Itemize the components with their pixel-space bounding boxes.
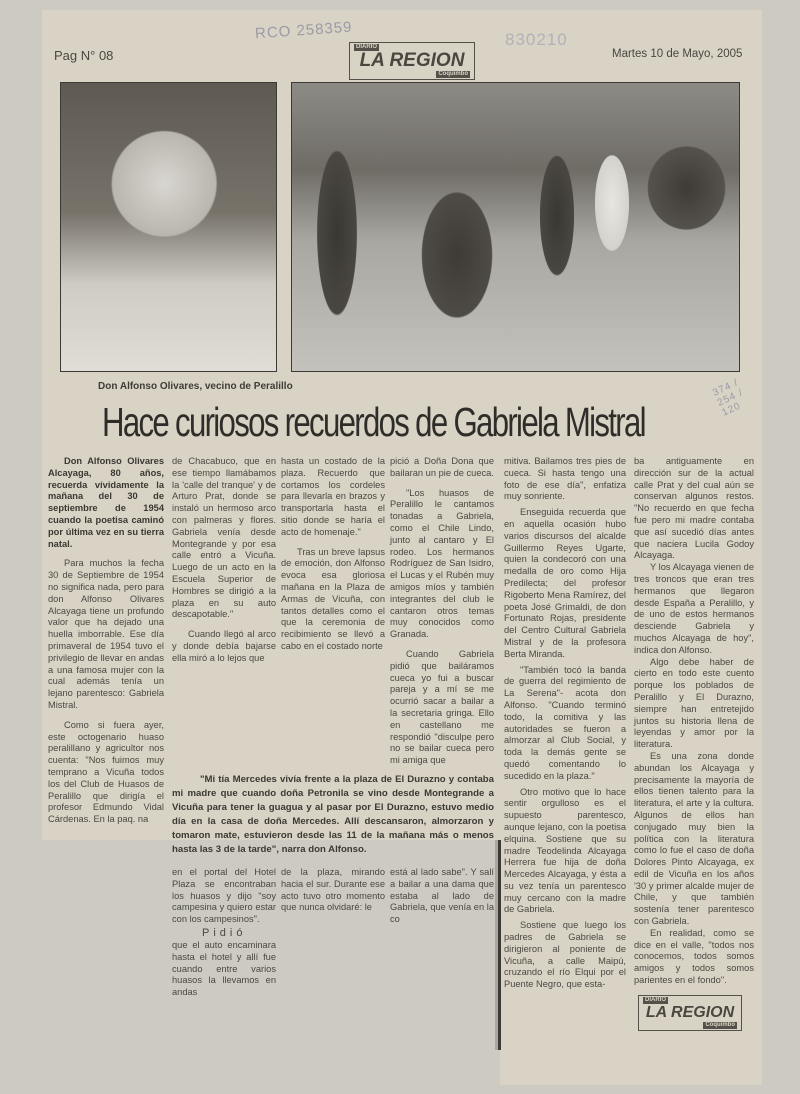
paragraph: Es una zona donde abundan los Alcayaga y precisamente la mayoría de ellos tienen talento para la literatura, el arte y la cultura. Algunos de ellos han conjugado muy bien la política con la literatura como lo fue el caso de doña Dolores Pinto Alcayaga, ex edil de Vicuña en los años '30 y primer alcalde mujer de Chile, y que también sostenía tener parentesco con Gabriela. — [634, 750, 754, 927]
column-3 — [281, 456, 385, 653]
paragraph: que el auto encaminara hasta el hotel y allí fue cuando entre varios huasos la llevamos en andas — [172, 939, 276, 998]
newspaper-logo — [349, 42, 475, 80]
page-number: Pag N° 08 — [54, 48, 114, 63]
paragraph: Algo debe haber de cierto en todo este cuento porque los poblados de Peralillo y El Durazno, siempre han entretejido juntos su historia llena de leyendas y amor por la literatura. — [634, 656, 754, 750]
dancer-figure — [527, 128, 587, 303]
column-5 — [504, 456, 626, 991]
footer-logo — [638, 995, 742, 1031]
paragraph: Pidió — [202, 926, 247, 939]
paragraph: de Chacabuco, que en ese tiempo llamábamos la 'calle del tranque' y de Arturo Prat, donde se instaló un hermoso arco con palmeras y flores. Gabriela venía desde Montegrande y por esa calle entró a Vicuña. Luego de un acto en la Escuela Superior de Hombres se dirigió a la plaza en su auto descapotable." — [172, 456, 276, 620]
column-2-continued — [172, 867, 276, 999]
dancer-figure — [402, 123, 512, 343]
column-2 — [172, 456, 276, 665]
logo-text: LA REGION — [359, 50, 465, 71]
paragraph: en el portal del Hotel Plaza se encontraban los huasos y dijo "soy campesina y quiero estar con los campesinos". — [172, 866, 276, 925]
logo-bottom: Coquimbo — [705, 1021, 735, 1028]
middle-bottom-row — [172, 867, 494, 999]
logo-top: DIARIO — [356, 44, 377, 50]
lead-paragraph: Don Alfonso Olivares Alcayaga, 80 años, recuerda vívidamente la mañana del 30 de septiembre de 1954 cuando la poetisa caminó por última vez en su tierra natal. — [48, 456, 164, 549]
headline: Hace curiosos recuerdos de Gabriela Mistral — [102, 399, 645, 445]
middle-columns — [172, 456, 494, 999]
article-body — [48, 456, 760, 1031]
logo-top: DIARIO — [645, 996, 666, 1003]
column-4-continued: está al lado sabe". Y salí a bailar a una dama que estaba al lado de Gabriela, que venía en la co — [390, 866, 494, 925]
middle-top-row — [172, 456, 494, 767]
logo-text: LA REGION — [645, 1003, 735, 1021]
photo-caption: Don Alfonso Olivares, vecino de Peralillo — [98, 381, 293, 392]
paragraph: mitiva. Bailamos tres pies de cueca. Si hasta tengo una foto de ese día", enfatiza muy sonriente. — [504, 456, 626, 502]
paragraph: Sostiene que luego los padres de Gabriela se dirigieron al poniente de Vicuña, a calle Maipú, cruzando el río Elqui por el Puente Negro, que esta- — [504, 920, 626, 990]
dancer-figure — [302, 113, 372, 353]
logo-bottom: Coquimbo — [438, 71, 468, 77]
crowd — [632, 123, 740, 253]
handwritten-note: 374 / 254 / 120 — [711, 377, 746, 419]
column-6 — [634, 456, 754, 1031]
paragraph: Otro motivo que lo hace sentir orgulloso es el supuesto parentesco, aunque lejano, con la poetisa elquina. Sostiene que su madre Teodelinda Alcayaga Herrera fue hija de doña Mercedes Alcayaga, y ésta a su vez tenía un parentesco muy cercano con la madre de Gabriela. — [504, 786, 626, 915]
paragraph: "También tocó la banda de guerra del regimiento de La Serena"- acota don Alfonso. "Cuando terminó todo, la comitiva y las autoridades se fueron a almorzar al Club Social, y toda la demás gente se quedó comentando lo sucedido en la plaza." — [504, 664, 626, 781]
paragraph: Para muchos la fecha 30 de Septiembre de 1954 no significa nada, pero para don Alfonso Olivares Alcayaga tiene un profundo valor que ha dejado una huella imborrable. Ese día primaveral de 1954 tuvo el privilegio de llevar en andas a una famosa mujer con la cual además tenía un lejano parentesco: Gabriela Mistral. — [48, 558, 164, 710]
paragraph: Enseguida recuerda que en aquella ocasión hubo varios discursos del alcalde Guillermo Reyes Ugarte, quien la condecoró con una medalla de oro como Hija Predilecta; del profesor Rigoberto Mena Ramírez, del poeta José Grimaldi, de don Fortunato Rojas, presidente del Centro Cultural Gabriela Mistral y de la profesora Berta Miranda. — [504, 507, 626, 659]
dance-photo — [291, 82, 740, 372]
paragraph: pició a Doña Dona que bailaran un pie de cueca. — [390, 456, 494, 478]
paragraph: Como si fuera ayer, este octogenario huaso peralillano y agricultor nos cuenta: "Nos fuimos muy temprano a Vicuña todos los del Club de Huasos de Peralillo que dirigía el profesor Edmundo Vidal Cárdenas. En la paq. na — [48, 719, 164, 825]
portrait-photo — [60, 82, 277, 372]
paragraph: "Los huasos de Peralillo le cantamos tonadas a Gabriela, como el Chile Lindo, junto al cantaro y El rodeo. Los hermanos Rodríguez de San Isidro, el Lucas y el Rubén muy amigos míos y también integrantes del club le cantaron otros temas muy conocidos como Granada. — [390, 487, 494, 640]
column-3-continued: de la plaza, mirando hacia el sur. Durante ese acto tuvo otro momento que nunca olvidaré: le — [281, 866, 385, 913]
handwritten-reference: RCO 258359 — [254, 18, 354, 43]
handwritten-number: 830210 — [505, 30, 568, 49]
paragraph: ba antiguamente en dirección sur de la actual calle Prat y del cual aún se conservan algunos restos. "No recuerdo en que fecha fue pero mi madre contaba que así sucedió días antes que naciera Lucila Godoy Alcayaga. — [634, 456, 754, 561]
paragraph: Y los Alcayaga vienen de tres troncos que eran tres hermanos que llegaron desde España a Peralillo, y de uno de estos hermanos desciende Gabriela y muchos Alcayaga de hoy", indica don Alfonso. — [634, 562, 754, 655]
paragraph: Cuando Gabriela pidió que bailáramos cueca yo fui a buscar pareja y a mí se me ocurrió sacar a bailar a la secretaria gringa. Ello en castellano me respondió "disculpe pero no se bailar cueca pero mi amiga que — [390, 648, 494, 766]
column-1 — [48, 456, 164, 826]
pull-quote: "Mi tía Mercedes vivía frente a la plaza de El Durazno y contaba mi madre que cuando doña Petronila se vino desde Montegrande a Vicuña para tener la guagua y al pasar por El Durazno, estuvo medio día en la casa de doña Mercedes. Allí descansaron, almorzaron y tomaron mate, estuvieron desde las 11 de la mañana más o menos hasta las 3 de la tarde", narra don Alfonso. — [172, 773, 494, 855]
issue-date: Martes 10 de Mayo, 2005 — [612, 48, 743, 60]
paragraph: hasta un costado de la plaza. Recuerdo que cortamos los cordeles para llevarla en brazos y transportarla hasta el sitio donde se haría el acto de homenaje." — [281, 456, 385, 537]
paragraph: Tras un breve lapsus de emoción, don Alfonso evoca esa gloriosa mañana en la Plaza de Armas de Vicuña, con tantos detalles como el que la ceremonia de recibimiento se llevó a cabo en el costado norte — [281, 546, 385, 651]
paragraph: En realidad, como se dice en el valle, "todos nos conocemos, todos somos amigos y todos somos parientes en el fondo". — [634, 927, 754, 986]
column-4 — [390, 456, 494, 767]
paragraph: Cuando llegó al arco y donde debía bajarse ella miró a lo lejos que — [172, 629, 276, 663]
